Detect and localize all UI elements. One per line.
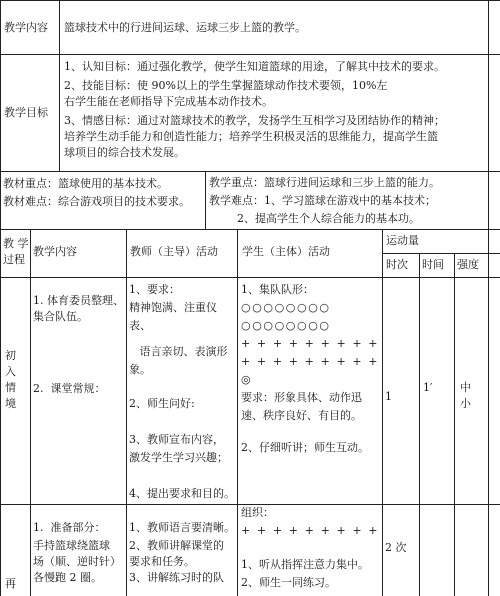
stage2-process: 再 xyxy=(5,577,16,590)
stage2-teacher xyxy=(129,520,237,584)
header-time: 时间 xyxy=(422,258,444,271)
divider xyxy=(237,229,238,596)
material-difficulty: 教材难点：综合游戏项目的技术要求。 xyxy=(3,195,190,208)
divider xyxy=(0,0,1,596)
content-line: 1. 体育委员整理、 xyxy=(33,294,124,307)
stage2-student xyxy=(241,505,381,589)
content-line: 2. 课堂常规： xyxy=(33,382,106,395)
teacher-line: 4、提出要求和目的。 xyxy=(129,487,235,500)
formation-row: + + + + + + + + + xyxy=(241,337,380,350)
goal-line: 1、认知目标：通过强化教学，使学生知道篮球的用途，了解其中技术的要求。 xyxy=(64,60,445,73)
goal-line: 球项目的综合技术发展。 xyxy=(64,146,185,159)
stage1-process: 初 入 情 境 xyxy=(5,349,16,410)
teaching-key-point: 教学重点：篮球行进间运球和三步上篮的能力。 xyxy=(209,176,440,189)
goal-line: 2、技能目标：使 90%以上的学生掌握篮球动作技术要领，10%左 xyxy=(64,79,388,92)
border-top xyxy=(0,0,500,1)
divider xyxy=(0,54,500,55)
content-line: 场（顺、逆时针） xyxy=(33,555,121,568)
header-load: 运动量 xyxy=(386,234,419,247)
teacher-position-mark: ◎ xyxy=(241,373,251,386)
goal-line: 右学生能在老师指导下完成基本动作技术。 xyxy=(64,95,273,108)
divider xyxy=(126,229,127,596)
divider xyxy=(205,171,206,229)
teacher-line: 3、教师宣布内容， xyxy=(129,433,224,446)
divider xyxy=(488,0,489,596)
divider xyxy=(0,171,500,172)
divider xyxy=(382,253,500,254)
stage1-teacher xyxy=(129,282,237,500)
formation-row: ○○○○○○○○ xyxy=(241,319,331,332)
divider xyxy=(0,229,500,230)
stage1-content xyxy=(33,293,125,395)
divider xyxy=(419,253,420,596)
stage2-content xyxy=(33,520,125,584)
teaching-content-label: 教学内容 xyxy=(4,21,48,34)
content-line: 各慢跑 2 圈。 xyxy=(33,571,102,584)
header-student: 学生（主体）活动 xyxy=(242,245,330,258)
content-line: 1. 准备部分： xyxy=(33,521,106,534)
formation-row: ○○○○○○○○ xyxy=(241,301,331,314)
teaching-difficulty-2: 2、提高学生个人综合能力的基本功。 xyxy=(237,212,420,225)
teaching-difficulty: 教学难点：1、学习篮球在游戏中的基本技术； xyxy=(209,194,436,207)
teaching-content-text: 篮球技术中的行进间运球、运球三步上篮的教学。 xyxy=(64,21,306,34)
teacher-line: 象。 xyxy=(129,363,151,376)
student-line: 1、听从指挥注意力集中。 xyxy=(241,558,369,571)
teacher-line: 要求和任务。 xyxy=(129,555,195,568)
stage1-time: 1′ xyxy=(423,381,433,394)
divider xyxy=(454,253,455,596)
student-line: 2、仔细听讲；师生互动。 xyxy=(241,441,369,454)
content-line: 集合队伍。 xyxy=(33,310,88,323)
header-content: 教学内容 xyxy=(33,245,77,258)
header-process: 教 学 过程 xyxy=(3,237,29,266)
divider xyxy=(59,0,60,171)
teacher-line: 表、 xyxy=(129,319,151,332)
divider xyxy=(30,229,31,596)
teacher-line: 精神饱满、注重仪 xyxy=(129,301,217,314)
header-times: 时次 xyxy=(386,258,408,271)
teacher-line: 激发学生学习兴趣； xyxy=(129,451,228,464)
teaching-goals-text xyxy=(64,59,484,159)
student-line: 组织： xyxy=(241,506,274,519)
material-key-point: 教材重点：篮球使用的基本技术。 xyxy=(3,177,168,190)
student-line: 要求：形象具体、动作迅 xyxy=(241,391,362,404)
divider xyxy=(0,277,500,278)
teacher-line: 3、讲解练习时的队 xyxy=(129,571,224,584)
teacher-line: 1、教师语言要清晰。 xyxy=(129,521,235,534)
teaching-goals-label: 教学目标 xyxy=(4,106,48,119)
goal-line: 3、情感目标：通过对篮球技术的教学，发扬学生互相学习及团结协作的精神； xyxy=(64,114,445,127)
teacher-line: 2、师生问好: xyxy=(129,397,195,410)
stage1-times: 1 xyxy=(385,390,392,403)
student-line: 速、秩序良好、有目的。 xyxy=(241,409,362,422)
teacher-line: 1、要求： xyxy=(129,283,180,296)
divider xyxy=(382,229,383,596)
teacher-line: 语言亲切、表演形 xyxy=(129,345,228,358)
header-intensity: 强度 xyxy=(457,258,479,271)
stage1-student xyxy=(241,282,381,454)
student-line: 2、师生一同练习。 xyxy=(241,576,336,589)
teacher-line: 2、教师讲解课堂的 xyxy=(129,539,224,552)
stage2-times: 2 次 xyxy=(385,541,407,554)
formation-row: + + + + + + + + + xyxy=(241,524,380,537)
student-line: 1、集队队形： xyxy=(241,283,314,296)
goal-line: 培养学生动手能力和创造性能力；培养学生积极灵活的思维能力，提高学生篮 xyxy=(64,130,438,143)
stage1-intensity: 中 小 xyxy=(460,381,471,410)
header-teacher: 教师（主导）活动 xyxy=(130,245,218,258)
content-line: 手持篮球绕篮球 xyxy=(33,539,110,552)
formation-row: + + + + + + + + + xyxy=(241,355,380,368)
